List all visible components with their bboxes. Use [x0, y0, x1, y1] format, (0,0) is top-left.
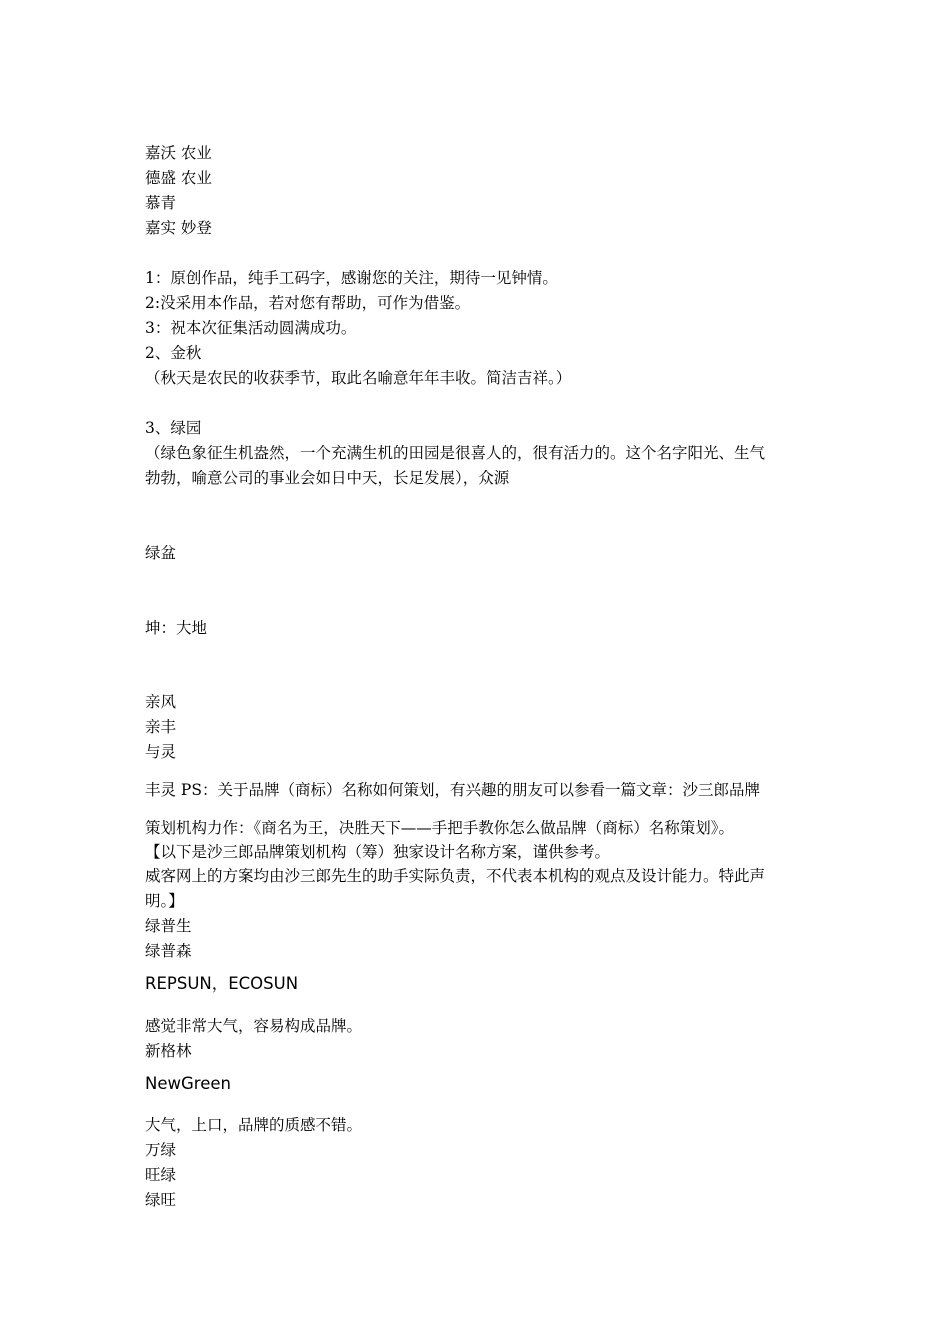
text-line: 旺绿 — [145, 1166, 177, 1184]
text-line: 丰灵 PS：关于品牌（商标）名称如何策划，有兴趣的朋友可以参看一篇文章：沙三郎品牌 — [145, 781, 760, 799]
text-line: NewGreen — [145, 1074, 231, 1093]
text-line: 德盛 农业 — [145, 169, 212, 187]
text-line: 坤：大地 — [145, 619, 208, 637]
text-line: 威客网上的方案均由沙三郎先生的助手实际负责，不代表本机构的观点及设计能力。特此声 — [145, 867, 766, 885]
text-line: 3：祝本次征集活动圆满成功。 — [145, 319, 357, 337]
text-line: 与灵 — [145, 743, 177, 761]
text-line: 感觉非常大气，容易构成品牌。 — [145, 1017, 363, 1035]
text-line: 勃勃，喻意公司的事业会如日中天，长足发展），众源 — [145, 469, 510, 487]
text-line: 绿普生 — [145, 917, 192, 935]
text-line: （秋天是农民的收获季节，取此名喻意年年丰收。简洁吉祥。） — [145, 369, 572, 387]
text-line: 亲风 — [145, 693, 177, 711]
text-line: 1：原创作品，纯手工码字，感谢您的关注，期待一见钟情。 — [145, 269, 558, 287]
text-line: 【以下是沙三郎品牌策划机构（筹）独家设计名称方案，谨供参考。 — [145, 843, 611, 861]
text-line: 2、金秋 — [145, 344, 202, 362]
text-line: 策划机构力作：《商名为王，决胜天下——手把手教你怎么做品牌（商标）名称策划》。 — [145, 819, 735, 837]
text-line: 嘉沃 农业 — [145, 144, 212, 162]
text-line: 万绿 — [145, 1141, 177, 1159]
text-line: （绿色象征生机盎然，一个充满生机的田园是很喜人的，很有活力的。这个名字阳光、生气 — [145, 444, 766, 462]
text-line: 绿旺 — [145, 1191, 177, 1209]
text-line: 3、绿园 — [145, 419, 202, 437]
text-line: 绿普森 — [145, 942, 192, 960]
text-line: 2:没采用本作品，若对您有帮助，可作为借鉴。 — [145, 294, 471, 312]
text-line: 绿盆 — [145, 544, 177, 562]
text-line: 大气，上口，品牌的质感不错。 — [145, 1116, 363, 1134]
text-line: 嘉实 妙登 — [145, 219, 212, 237]
text-line: 慕青 — [145, 194, 177, 212]
text-line: 明。】 — [145, 892, 184, 910]
text-line: REPSUN，ECOSUN — [145, 974, 299, 993]
text-line: 新格林 — [145, 1042, 192, 1060]
text-line: 亲丰 — [145, 718, 177, 736]
